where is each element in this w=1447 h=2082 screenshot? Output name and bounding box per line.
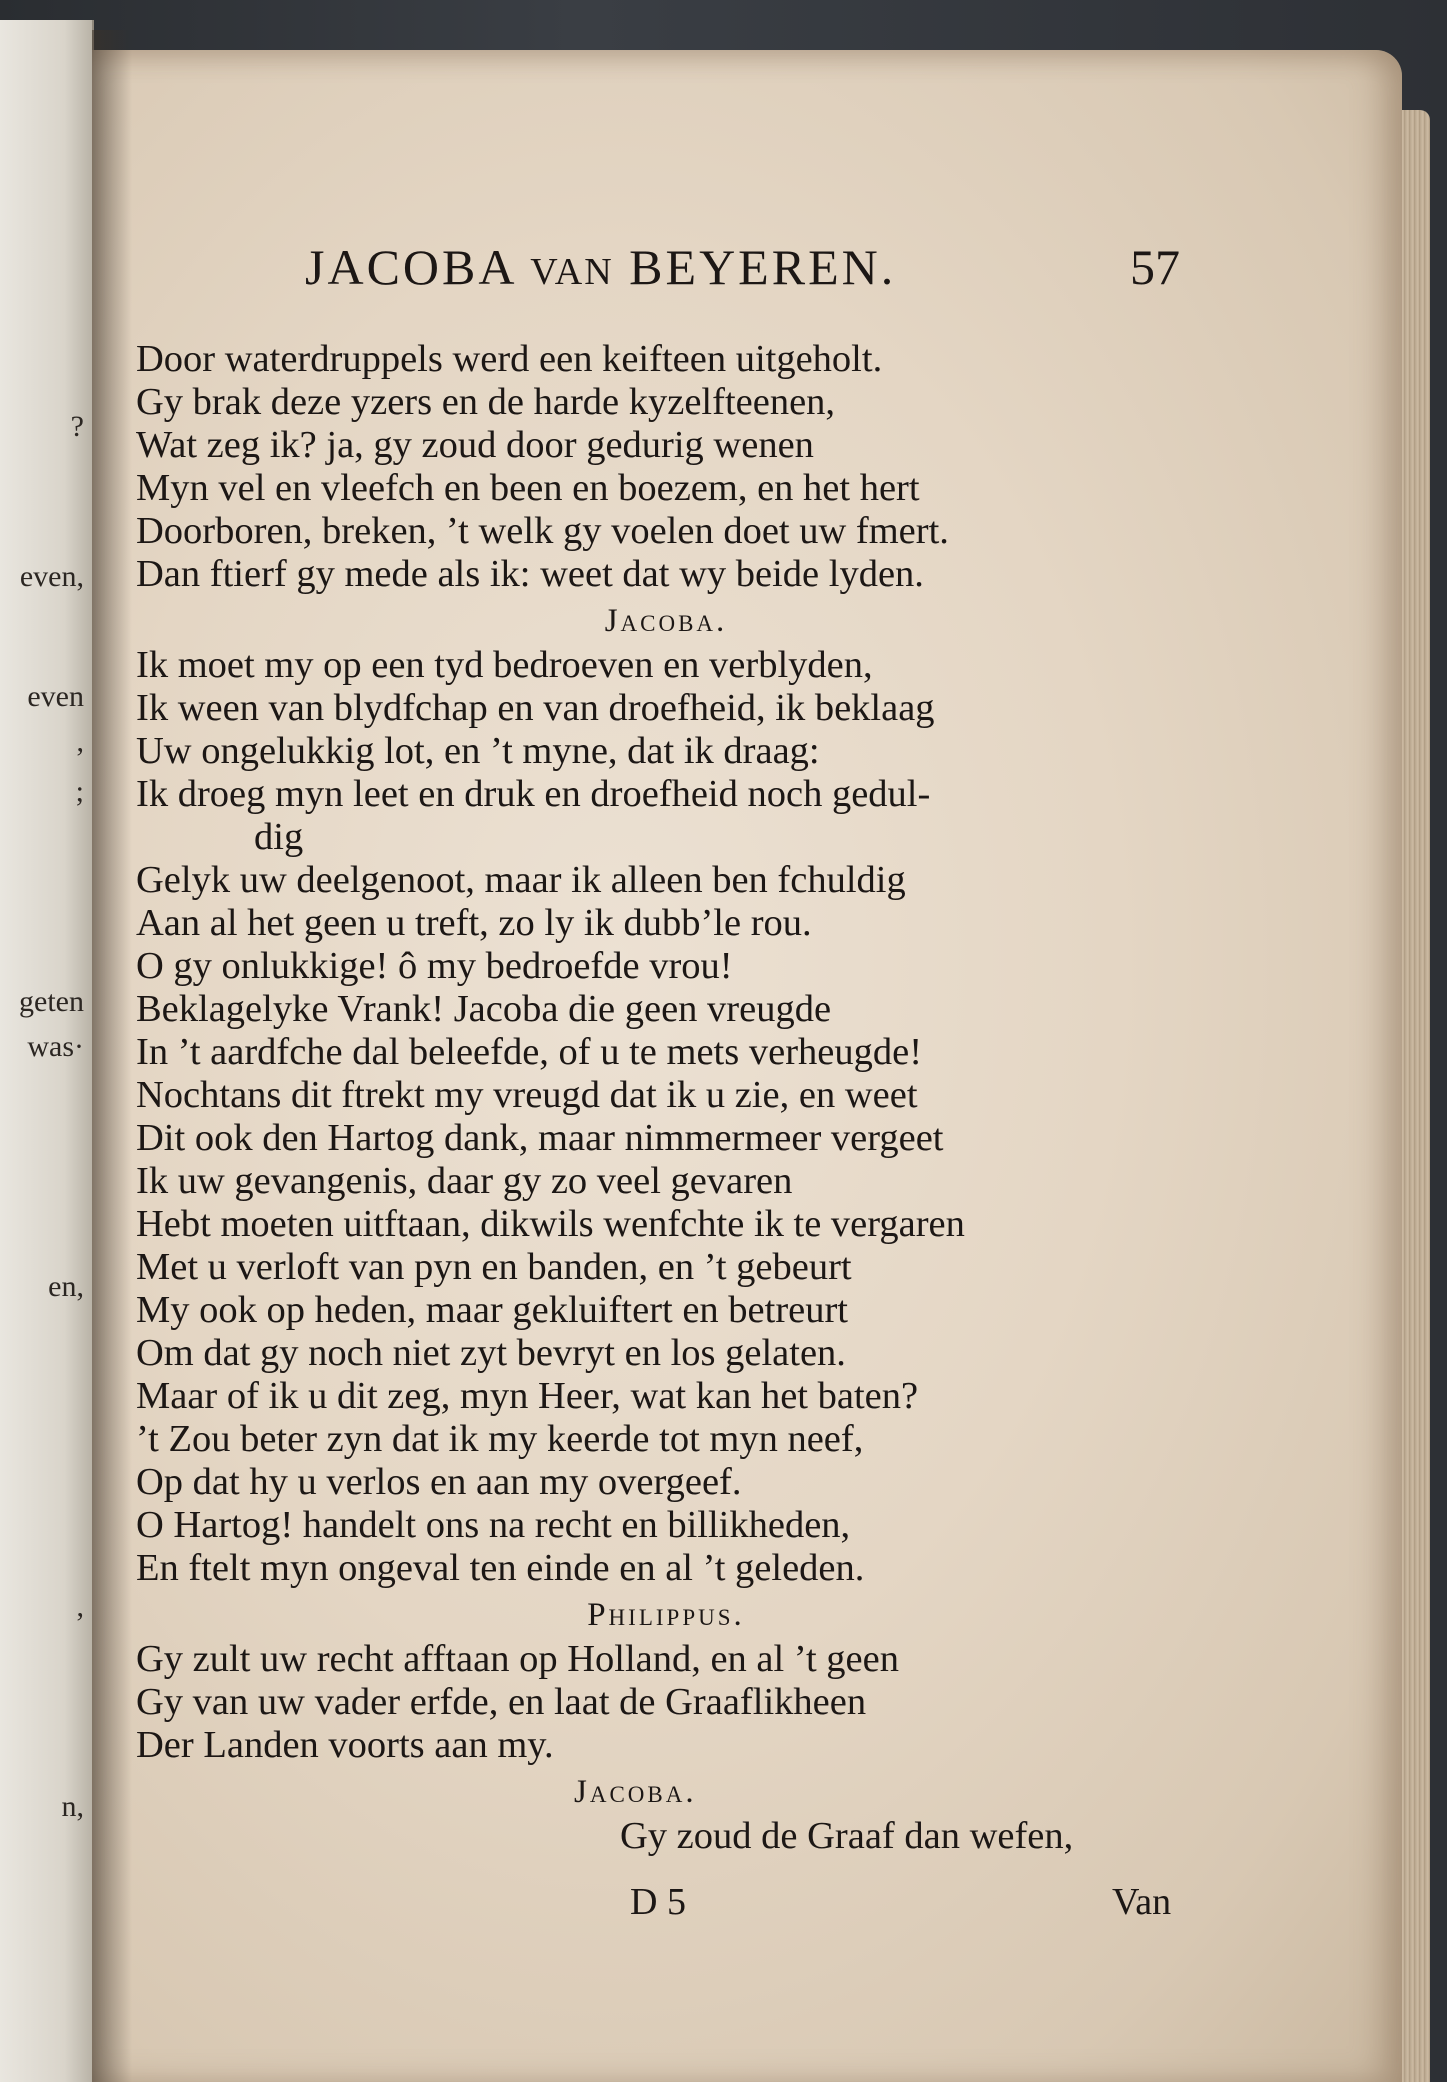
header-title-end: BEYEREN.	[629, 239, 897, 295]
verse-line: Door waterdruppels werd een keifteen uitgeholt.	[136, 338, 883, 380]
verse-line: Myn vel en vleefch en been en boezem, en het hert	[136, 467, 920, 509]
verse-line: Hebt moeten uitftaan, dikwils wenfchte ik te vergaren	[136, 1203, 965, 1245]
verse-line: Om dat gy noch niet zyt bevryt en los gelaten.	[136, 1332, 846, 1374]
left-page-fragment: en,	[48, 1270, 84, 1303]
verse-line: Uw ongelukkig lot, en ’t myne, dat ik draag:	[136, 730, 820, 772]
speaker-heading: Jacoba.	[604, 603, 728, 639]
verse-line: Ik ween van blydfchap en van droefheid, ik beklaag	[136, 687, 935, 729]
left-page-fragment: ?	[70, 410, 84, 443]
verse-line: Gelyk uw deelgenoot, maar ik alleen ben fchuldig	[136, 859, 906, 901]
page-edges	[1400, 110, 1430, 2082]
speaker-heading: Jacoba.	[574, 1774, 697, 1810]
verse-line: ’t Zou beter zyn dat ik my keerde tot myn neef,	[136, 1418, 864, 1460]
left-page-fragment: ,	[76, 1590, 84, 1623]
verse-line: Dan ftierf gy mede als ik: weet dat wy beide lyden.	[136, 553, 924, 595]
verse-block-4	[136, 1638, 1196, 1767]
gutter-shadow	[92, 30, 132, 2082]
verse-line: Ik uw gevangenis, daar gy zo veel gevaren	[136, 1160, 793, 1202]
verse-block-3	[136, 859, 1196, 1590]
verse-line: En ftelt myn ongeval ten einde en al ’t geleden.	[136, 1547, 865, 1589]
verse-line: Met u verloft van pyn en banden, en ’t gebeurt	[136, 1246, 852, 1288]
verse-line: Dit ook den Hartog dank, maar nimmermeer vergeet	[136, 1117, 944, 1159]
running-header	[305, 238, 896, 296]
verse-line: O Hartog! handelt ons na recht en billikheden,	[136, 1504, 851, 1546]
left-facing-page	[0, 20, 94, 2082]
verse-line: Gy zult uw recht afftaan op Holland, en al ’t geen	[136, 1638, 899, 1680]
verse-line: Der Landen voorts aan my.	[136, 1724, 554, 1766]
verse-line: Nochtans dit ftrekt my vreugd dat ik u zie, en weet	[136, 1074, 918, 1116]
left-page-fragment: was·	[27, 1030, 84, 1063]
left-page-fragment: ;	[75, 775, 84, 808]
catchword: Van	[1112, 1881, 1172, 1923]
verse-line: Beklagelyke Vrank! Jacoba die geen vreugde	[136, 988, 832, 1030]
signature-mark: D 5	[630, 1881, 686, 1923]
verse-block-1	[136, 338, 1196, 596]
verse-line: Ik droeg myn leet en druk en droefheid noch gedul-	[136, 773, 931, 815]
verse-line: Doorboren, breken, ’t welk gy voelen doet uw fmert.	[136, 510, 949, 552]
verse-line: Gy van uw vader erfde, en laat de Graaflikheen	[136, 1681, 867, 1723]
verse-line-continuation: dig	[254, 816, 304, 858]
speaker-heading: Philippus.	[587, 1597, 745, 1633]
left-page-fragment: even,	[19, 560, 84, 593]
verse-line: Gy zoud de Graaf dan wefen,	[620, 1815, 1074, 1857]
left-page-fragment: even	[27, 680, 84, 713]
verse-line: Maar of ik u dit zeg, myn Heer, wat kan het baten?	[136, 1375, 919, 1417]
verse-line: My ook op heden, maar gekluiftert en betreurt	[136, 1289, 849, 1331]
header-title-main: JACOBA	[305, 239, 515, 295]
verse-text	[136, 338, 1196, 1858]
left-page-fragment: n,	[61, 1790, 84, 1823]
verse-line: Wat zeg ik? ja, gy zoud door gedurig wenen	[136, 424, 814, 466]
page-number: 57	[1130, 239, 1180, 295]
verse-line: Op dat hy u verlos en aan my overgeef.	[136, 1461, 742, 1503]
left-page-fragment: geten	[19, 985, 84, 1018]
verse-line: O gy onlukkige! ô my bedroefde vrou!	[136, 945, 733, 987]
header-title-small: VAN	[530, 251, 614, 293]
left-page-fragment: ,	[76, 725, 84, 758]
verse-line: In ’t aardfche dal beleefde, of u te mets verheugde!	[136, 1031, 923, 1073]
verse-block-2	[136, 644, 1196, 816]
verse-line: Ik moet my op een tyd bedroeven en verblyden,	[136, 644, 873, 686]
verse-line: Aan al het geen u treft, zo ly ik dubb’le rou.	[136, 902, 812, 944]
verse-line: Gy brak deze yzers en de harde kyzelfteenen,	[136, 381, 836, 423]
